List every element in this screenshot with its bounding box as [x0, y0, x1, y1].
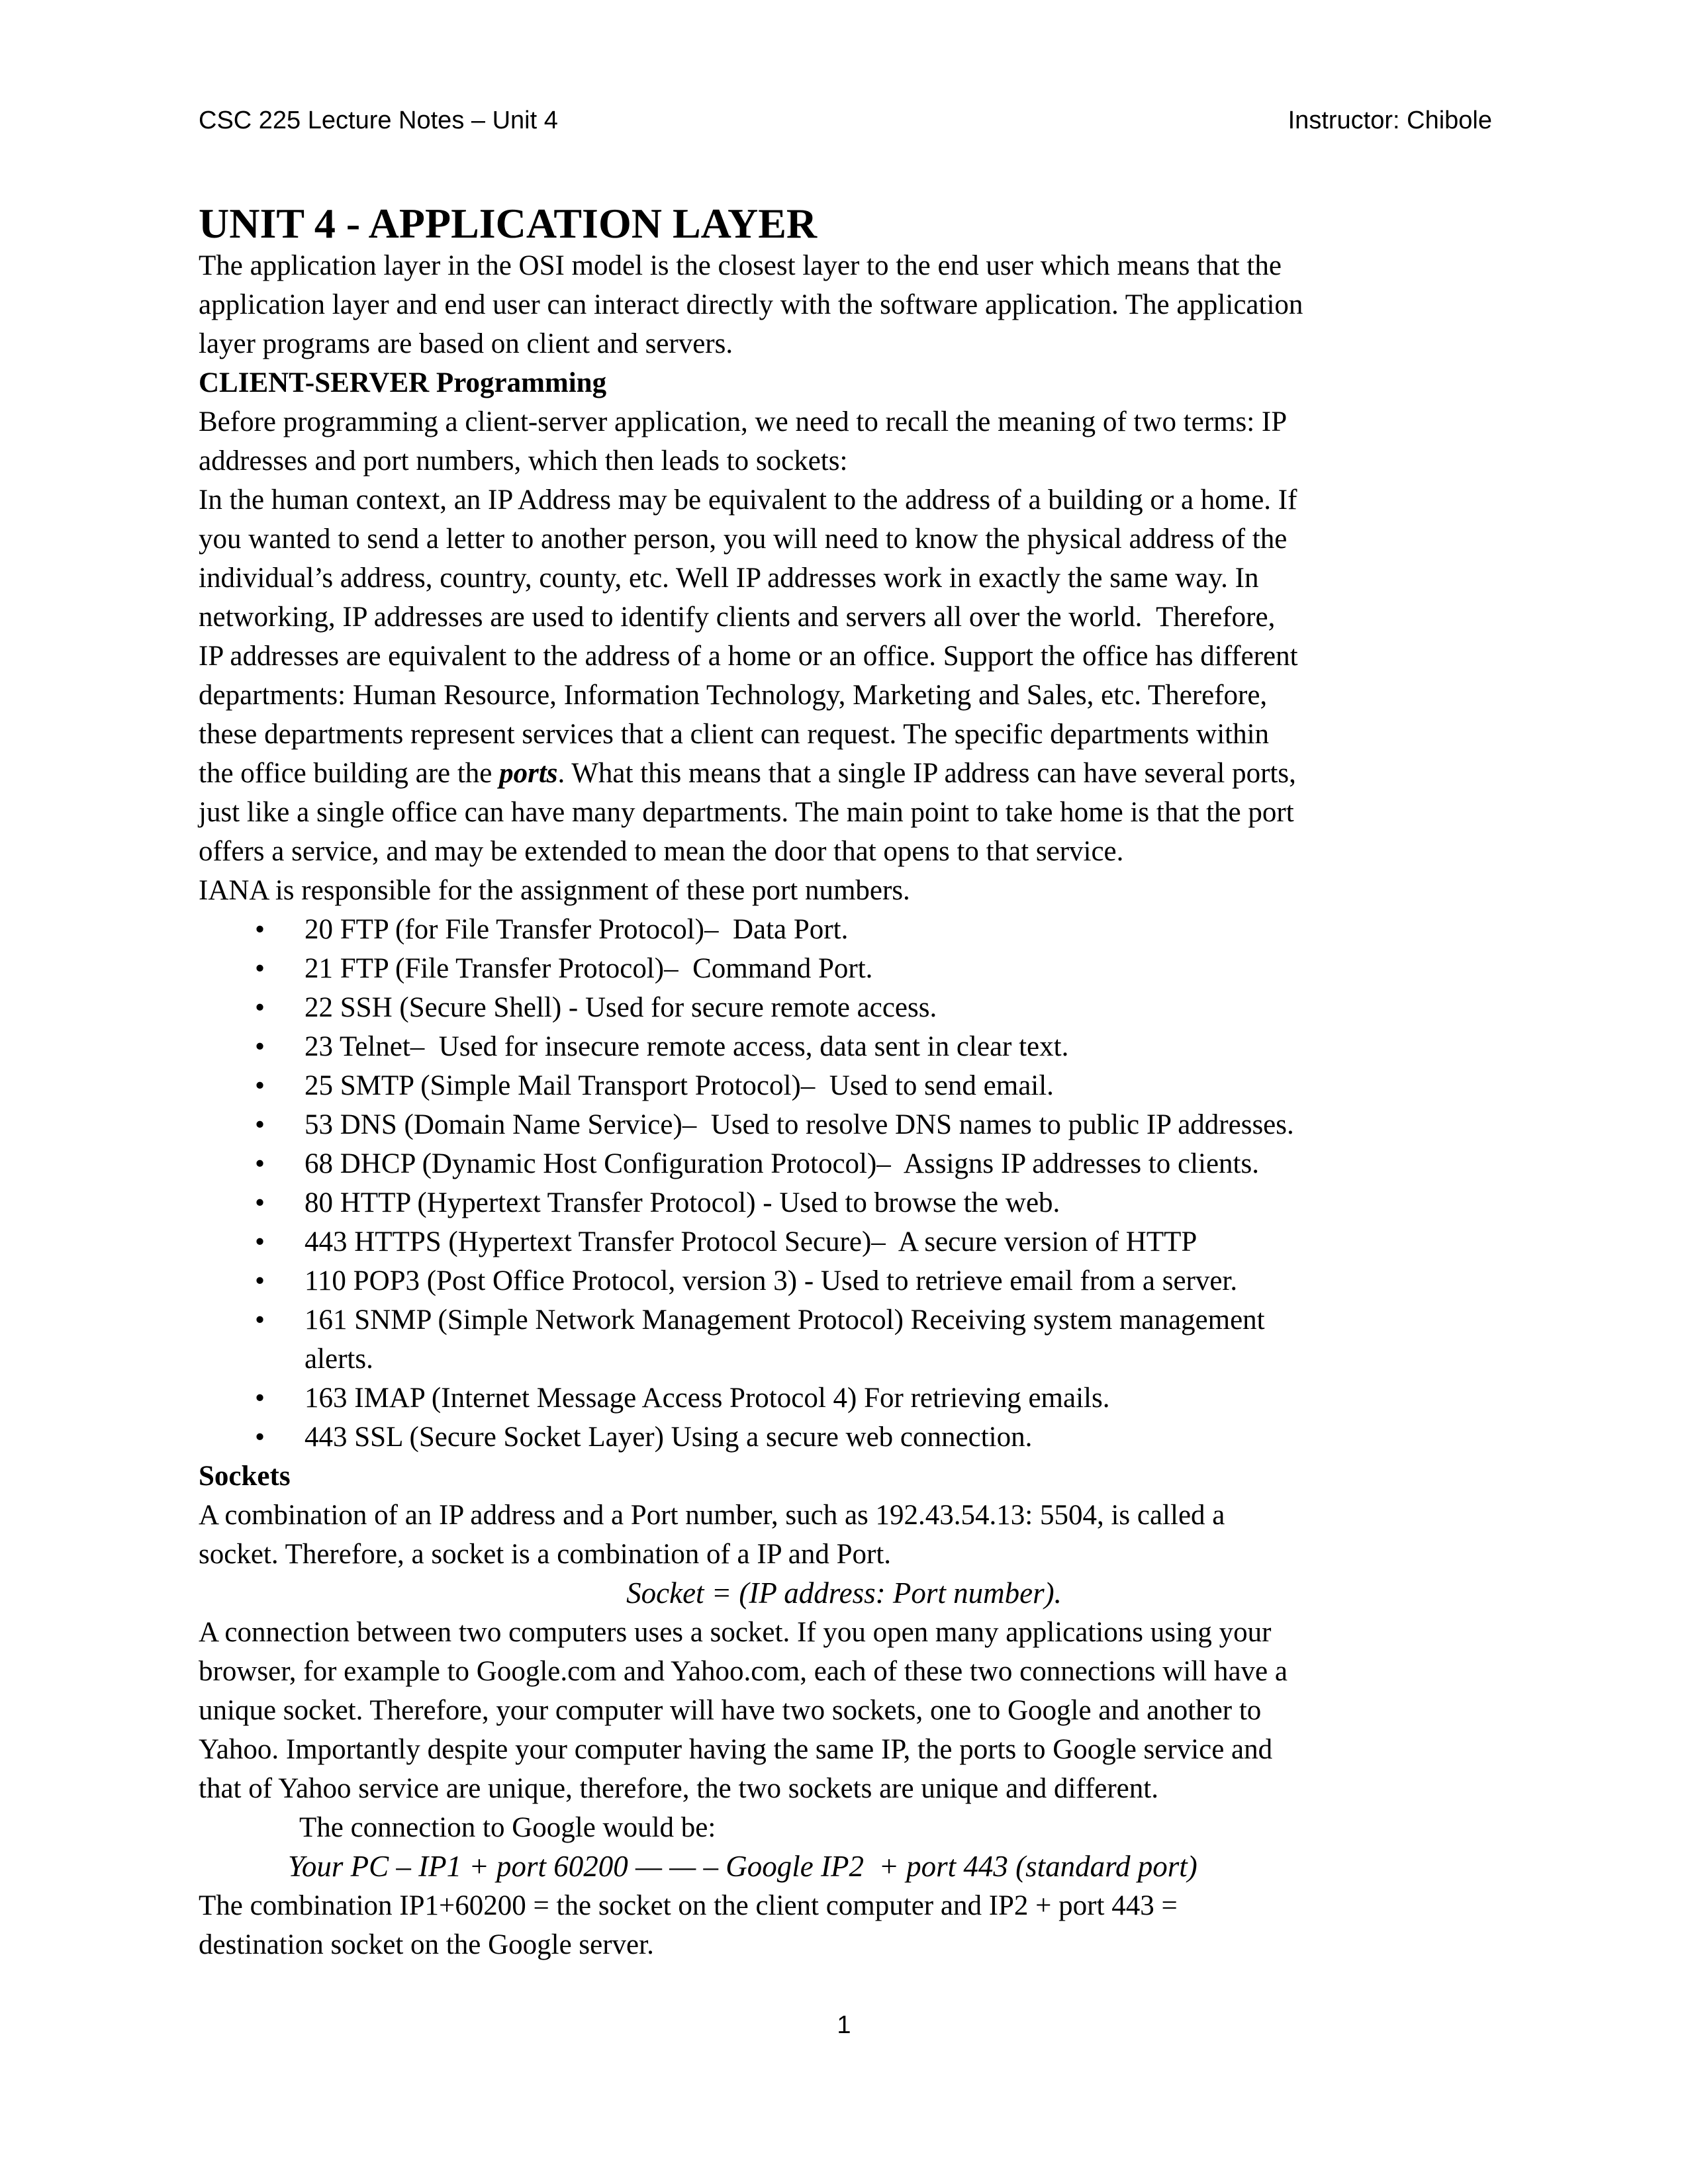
para3-ports-line: [199, 754, 1489, 793]
list-item-imap: [199, 1379, 1489, 1418]
page-title: UNIT 4 - APPLICATION LAYER: [199, 200, 818, 247]
bullet-icon: •: [255, 914, 265, 945]
bullet-icon: •: [255, 1383, 265, 1414]
para3-line: networking, IP addresses are used to identify clients and servers all over the world. Therefore,: [199, 602, 1276, 633]
bullet-icon: •: [255, 1304, 265, 1336]
list-item-text: 68 DHCP (Dynamic Host Configuration Protocol)– Assigns IP addresses to clients.: [305, 1148, 1259, 1179]
para6-line: The combination IP1+60200 = the socket on the client computer and IP2 + port 443 =: [199, 1890, 1178, 1921]
bullet-icon: •: [255, 1148, 265, 1179]
para3-line: individual’s address, country, county, etc. Well IP addresses work in exactly the same way. In: [199, 563, 1259, 594]
para4-line: A combination of an IP address and a Port number, such as 192.43.54.13: 5504, is called a: [199, 1500, 1225, 1531]
list-item-text: 163 IMAP (Internet Message Access Protocol 4) For retrieving emails.: [305, 1383, 1110, 1414]
para1-line: The application layer in the OSI model is the closest layer to the end user which means that the: [199, 250, 1282, 281]
document-body: [199, 246, 1489, 1964]
para1-line: application layer and end user can interact directly with the software application. The application: [199, 289, 1303, 320]
bullet-icon: •: [255, 1070, 265, 1101]
para6-line: destination socket on the Google server.: [199, 1929, 654, 1960]
list-item-ssl: [199, 1418, 1489, 1457]
para1-line: layer programs are based on client and servers.: [199, 328, 733, 359]
connection-intro-line: The connection to Google would be:: [299, 1812, 716, 1843]
bullet-icon: •: [255, 1422, 265, 1453]
bullet-icon: •: [255, 1265, 265, 1297]
bullet-icon: •: [255, 953, 265, 984]
para5-line: that of Yahoo service are unique, therefore, the two sockets are unique and different.: [199, 1773, 1158, 1804]
para4-line: socket. Therefore, a socket is a combination of a IP and Port.: [199, 1539, 892, 1570]
ports-emphasis: ports: [499, 758, 558, 789]
page-header: [199, 106, 1492, 135]
list-item-https: [199, 1222, 1489, 1261]
list-item-text: 443 HTTPS (Hypertext Transfer Protocol Secure)– A secure version of HTTP: [305, 1226, 1197, 1257]
page-number: 1: [837, 2011, 851, 2039]
page-footer: [0, 2011, 1688, 2040]
list-item-text: 161 SNMP (Simple Network Management Protocol) Receiving system management: [305, 1304, 1265, 1336]
list-item-ssh: [199, 988, 1489, 1027]
header-course-label: CSC 225 Lecture Notes – Unit 4: [199, 107, 558, 134]
heading-sockets: Sockets: [199, 1461, 291, 1492]
bullet-icon: •: [255, 992, 265, 1023]
list-item-telnet: [199, 1027, 1489, 1066]
list-item-snmp: [199, 1300, 1489, 1379]
para3-line: these departments represent services that a client can request. The specific departments within: [199, 719, 1270, 750]
ports-line-post: . What this means that a single IP address can have several ports,: [557, 758, 1296, 789]
list-item-text: 23 Telnet– Used for insecure remote access, data sent in clear text.: [305, 1031, 1069, 1062]
para3-line: IP addresses are equivalent to the address of a home or an office. Support the office has different: [199, 641, 1298, 672]
list-item-smtp: [199, 1066, 1489, 1105]
list-item-text: 53 DNS (Domain Name Service)– Used to resolve DNS names to public IP addresses.: [305, 1109, 1294, 1140]
bullet-icon: •: [255, 1187, 265, 1218]
bullet-icon: •: [255, 1031, 265, 1062]
connection-equation: Your PC – IP1 + port 60200 — — – Google IP2 + port 443 (standard port): [288, 1850, 1197, 1883]
para3-line: just like a single office can have many departments. The main point to take home is that the port: [199, 797, 1294, 828]
list-item-ftp-data: [199, 910, 1489, 949]
list-item-text: alerts.: [305, 1343, 373, 1375]
list-item-ftp-command: [199, 949, 1489, 988]
list-item-text: 22 SSH (Secure Shell) - Used for secure remote access.: [305, 992, 937, 1023]
list-item-http: [199, 1183, 1489, 1222]
para5-line: browser, for example to Google.com and Yahoo.com, each of these two connections will have a: [199, 1656, 1288, 1687]
list-item-dhcp: [199, 1144, 1489, 1183]
list-item-text: 21 FTP (File Transfer Protocol)– Command Port.: [305, 953, 873, 984]
socket-equation: Socket = (IP address: Port number).: [626, 1576, 1062, 1610]
list-item-pop3: [199, 1261, 1489, 1300]
para3-line: you wanted to send a letter to another person, you will need to know the physical address of the: [199, 523, 1288, 555]
header-instructor-label: Instructor: Chibole: [1288, 107, 1492, 134]
iana-line: IANA is responsible for the assignment of these port numbers.: [199, 875, 910, 906]
list-item-text: 25 SMTP (Simple Mail Transport Protocol)– Used to send email.: [305, 1070, 1054, 1101]
para2-line: addresses and port numbers, which then leads to sockets:: [199, 445, 848, 477]
list-item-dns: [199, 1105, 1489, 1144]
ports-line-pre: the office building are the: [199, 758, 500, 789]
para5-line: A connection between two computers uses a socket. If you open many applications using your: [199, 1617, 1272, 1648]
para3-line: In the human context, an IP Address may be equivalent to the address of a building or a home. If: [199, 484, 1297, 516]
bullet-icon: •: [255, 1109, 265, 1140]
list-item-text: 20 FTP (for File Transfer Protocol)– Data Port.: [305, 914, 849, 945]
heading-client-server: CLIENT-SERVER Programming: [199, 367, 607, 398]
para5-line: unique socket. Therefore, your computer will have two sockets, one to Google and another to: [199, 1695, 1262, 1726]
para3-line: departments: Human Resource, Information Technology, Marketing and Sales, etc. Therefore,: [199, 680, 1268, 711]
list-item-text: 443 SSL (Secure Socket Layer) Using a secure web connection.: [305, 1422, 1033, 1453]
bullet-icon: •: [255, 1226, 265, 1257]
para3-line: offers a service, and may be extended to mean the door that opens to that service.: [199, 836, 1124, 867]
para5-line: Yahoo. Importantly despite your computer having the same IP, the ports to Google service and: [199, 1734, 1273, 1765]
para2-line: Before programming a client-server application, we need to recall the meaning of two terms: IP: [199, 406, 1288, 437]
list-item-text: 80 HTTP (Hypertext Transfer Protocol) - Used to browse the web.: [305, 1187, 1060, 1218]
list-item-text: 110 POP3 (Post Office Protocol, version 3) - Used to retrieve email from a server.: [305, 1265, 1238, 1297]
